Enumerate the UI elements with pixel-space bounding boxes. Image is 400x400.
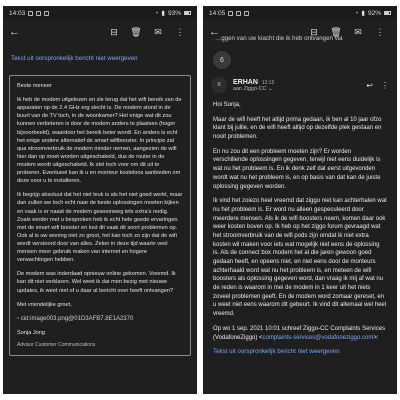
notification-icon [228, 11, 233, 16]
collapsed-messages-count[interactable]: 6 [213, 51, 231, 69]
notification-icon [44, 11, 49, 16]
back-arrow-icon[interactable]: ← [9, 26, 20, 38]
status-bar [203, 6, 397, 20]
notification-icon [28, 11, 33, 16]
body-paragraph: Ik begrijp absoluut dat het niet leuk is als het niet goed werkt, maar dan zullen we toch echt naar de beste oplossingen moeten kijken en vaak is er naast de modem gewoonweg iets extra's nodig. Zoals eerder met u besproken heb ik echt hele goede ervaringen met de smart wifi booster en lost dit vaak dit soort problemen op. Ook al is uw woning niet zo groot, het kan toch zo zijn dat de wifi wordt verstoord door van alles. Zeker in deze tijd waarin veel mensen meer gebruik maken van internet en hogere verwachtingen hebben. [17, 192, 183, 264]
sender-name: ERHAN [233, 78, 258, 86]
back-arrow-icon[interactable]: ← [209, 26, 220, 38]
body-paragraph: En nu zou dit een probleem moeten zijn? Er worden verschillende oplossingen gegeven, terwijl niet eens duidelijk is wat nu het probleem is. En ik denk zelf dat eerst uitgevonden wordt wat nu het probleem is, en op basis van dat kan de juiste oplossing gegeven worden. [213, 148, 381, 190]
closing: Met vriendelijke groet, [17, 301, 72, 308]
email-toolbar [3, 20, 197, 44]
battery-icon [384, 11, 391, 15]
signature-name: Sonja Jong [17, 330, 45, 337]
message-header[interactable] [203, 75, 397, 95]
notification-icon [244, 11, 249, 16]
battery-percent: 92% [367, 9, 381, 17]
body-paragraph: De modem was inderdaad opnieuw online gekomen. Vreemd. Ik kan dit niet verklaren. Wel weet ik dat men bezig met nieuwe updates, ik weet niet of u daar al bericht over heeft ontvangen? [17, 271, 176, 294]
body-paragraph: Ik vind het zoiezo heel vreemd dat ziggo niet kan achterhalen wat nu het probleem is. Er word nu alleen gespeculeerd door meerdere mensen. Als ik de wifi boosters neem, komen daar ook weer kosten boven op. Ik heb op het ziggo forum gevraagd wat het stroomverbruik van de wifi pods zijn omdat ik niet extra kosten wil maken voor iets wat mogelijk niet eens de oplossing is. Als de connect box modem het al die jaren gewoon goed gedaan heeft, en opeens niet, en niet eens door de monteurs achterhaald word wat nu het probleem is, en meteen de wifi boosters als oplossing gegeven word, dan vraag ik mij af wat nu de reden is waarom in mei de modem in 1 keer uit het niets zoveel problemen geeft. En de modem word zomaar gereset, en u weet niet eens waarom dit gebeurt. Ik vind dit allemaal wel heel vreemd. [213, 198, 387, 318]
left-phone-screen [3, 6, 197, 394]
greeting: Beste meneer [17, 83, 52, 89]
status-bar [3, 6, 197, 20]
body-paragraph: Ik heb de modem uitgelezen en zie terug dat het wifi bereik van de apparaten op de 2.4 GHz erg slecht is. De modem stond in de buurt van de TV toch, in de woonkamer? Het enige wat dit zou kunnen verbeteren is door de modem anders te plaatsen (hoger bijvoorbeeld), waardoor het bereik beter wordt. En anders is echt het enige andere alternatief de smart wifibooster. In principe zal qua stroomverbruik de modem minder nemen, aangezien de wifi hier dan op moet worden uitgeschakeld, dus de router in de modem wordt uitgeschakeld. Ik stel toch voor om dit uit te proberen. Eventueel kan ik u en monteur kosteloos aanbieden om deze voor u te installeren. [17, 97, 182, 185]
archive-icon[interactable]: ⊟ [110, 26, 118, 37]
right-phone-screen [203, 6, 397, 394]
recipient-line: aan Ziggo-CC [233, 85, 267, 92]
signal-icon: ▮ [361, 10, 365, 17]
delete-icon[interactable]: 🗑︎ [130, 26, 142, 37]
body-paragraph: Maar de wifi heeft het altijd prima gedaan, ik ben al 10 jaar ofzo klant bij jullie, en de wifi heeft altijd op dezelfde plek gestaan en nooit problemen. [213, 116, 382, 141]
broken-image-icon: ▫ [17, 315, 20, 322]
broken-image-placeholder: ▫ cid:image003.png@01D3AFB7.8E1A2370 [17, 315, 134, 322]
mail-icon[interactable]: ✉ [354, 26, 362, 37]
more-options-icon[interactable]: ⋮ [175, 26, 185, 37]
hide-quoted-text-link[interactable]: Tekst uit oorspronkelijk bericht niet weergeven [11, 55, 138, 62]
battery-icon [184, 11, 191, 15]
more-options-icon[interactable]: ⋮ [381, 80, 389, 90]
archive-icon[interactable]: ⊟ [310, 26, 318, 37]
signal-icon: ▮ [161, 10, 165, 17]
quoted-message-card [9, 75, 191, 356]
mail-icon[interactable]: ✉ [154, 26, 162, 37]
chevron-down-icon[interactable]: ⌄ [268, 85, 273, 92]
previous-message-snippet: …ggen van uw klacht die ik heb ontvangen via [215, 35, 343, 42]
sender-avatar: ≡ [211, 77, 227, 93]
sender-email-link[interactable]: complaints-services@vodafoneziggo.com [262, 334, 374, 341]
delete-icon[interactable]: 🗑︎ [330, 26, 342, 37]
reply-icon[interactable]: ↩ [366, 80, 373, 90]
message-time: 13:15 [261, 79, 275, 86]
battery-percent: 93% [167, 9, 181, 17]
greeting: Hoi Sonja, [213, 102, 241, 108]
signature-role: Advisor Customer Communications [17, 341, 96, 348]
wifi-icon: ◔ [354, 9, 359, 17]
notification-icon [236, 11, 241, 16]
more-options-icon[interactable]: ⋮ [375, 26, 385, 37]
wifi-icon: ◔ [154, 9, 159, 17]
notification-icon [36, 11, 41, 16]
status-time: 14:03 [9, 9, 26, 17]
hide-quoted-text-link[interactable]: Tekst uit oorspronkelijk bericht niet weergeven [213, 348, 340, 356]
message-body [203, 95, 397, 357]
status-time: 14:05 [209, 9, 226, 17]
quote-header: Op wo 1 sep. 2021 10:01 schreef Ziggo-CC Complaints Services (VodafoneZiggo) <complaints-services@vodafoneziggo.com>: [213, 325, 386, 341]
